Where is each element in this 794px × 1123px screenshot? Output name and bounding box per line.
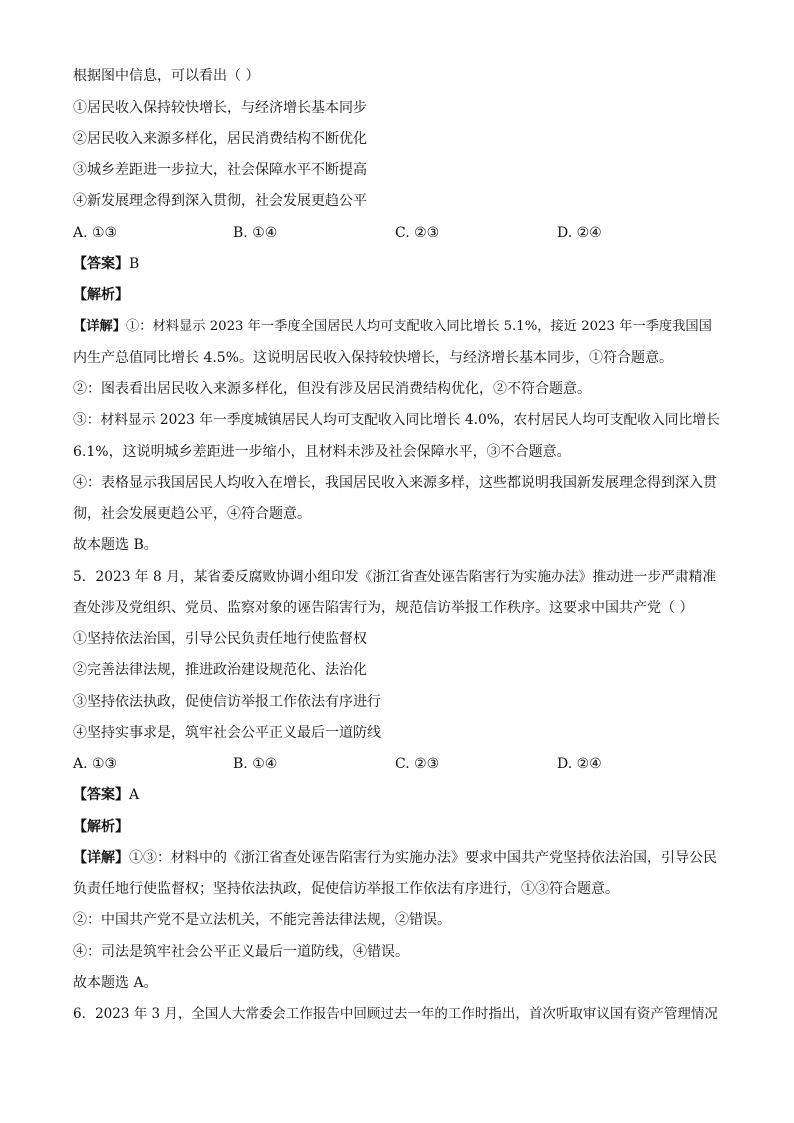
q5-analysis-line-1: 【详解】①③：材料中的《浙江省查处诬告陷害行为实施办法》要求中国共产党坚持依法治国，引导公民 <box>73 850 717 866</box>
q5-analysis-line-2: 负责任地行使监督权；坚持依法执政，促使信访举报工作依法有序进行，①③符合题意。 <box>73 881 619 897</box>
q5-stem-line-2: 查处涉及党组织、党员、监察对象的诬告陷害行为，规范信访举报工作秩序。这要求中国共产党（ ） <box>73 600 694 616</box>
answer-tag: 【答案】 <box>73 256 129 272</box>
q5-option-a: A. ①③ <box>73 756 118 772</box>
answer-tag: 【答案】 <box>73 787 129 803</box>
q4-analysis-line-5: 6.1%，这说明城乡差距进一步缩小，且材料未涉及社会保障水平，③不合题意。 <box>73 444 571 460</box>
q4-analysis-line-1: 【详解】①：材料显示 2023 年一季度全国居民人均可支配收入同比增长 5.1%，接近 2023 年一季度我国国 <box>73 319 712 334</box>
detail-tag: 【详解】 <box>73 850 129 866</box>
q5-option-b: B. ①④ <box>233 756 278 772</box>
q4-option-a: A. ①③ <box>73 225 118 241</box>
q4-analysis-line-4: ③：材料显示 2023 年一季度城镇居民人均可支配收入同比增长 4.0%，农村居民人均可支配收入同比增长 <box>73 412 720 428</box>
q4-analysis-line-7: 彻，社会发展更趋公平，④符合题意。 <box>73 506 311 522</box>
q4-option-b: B. ①④ <box>233 225 278 241</box>
q4-analysis-line-6: ④：表格显示我国居民人均收入在增长，我国居民收入来源多样，这些都说明我国新发展理念得到深入贯 <box>73 475 717 491</box>
q4-analysis-line-2: 内生产总值同比增长 4.5%。这说明居民收入保持较快增长，与经济增长基本同步，①符合题意。 <box>73 350 674 366</box>
q5-analysis-tag: 【解析】 <box>73 819 129 835</box>
q5-statement-3: ③坚持依法执政，促使信访举报工作依法有序进行 <box>73 694 381 710</box>
q5-option-c: C. ②③ <box>395 756 440 772</box>
q5-statement-1: ①坚持依法治国，引导公民负责任地行使监督权 <box>73 631 367 647</box>
answer-value: A <box>129 787 140 803</box>
q4-option-c: C. ②③ <box>395 225 440 241</box>
q4-option-d: D. ②④ <box>557 225 602 241</box>
q5-statement-4: ④坚持实事求是，筑牢社会公平正义最后一道防线 <box>73 725 381 741</box>
q5-conclusion: 故本题选 A。 <box>73 975 158 991</box>
q4-statement-2: ②居民收入来源多样化，居民消费结构不断优化 <box>73 131 367 147</box>
q4-analysis-line-3: ②：图表看出居民收入来源多样化，但没有涉及居民消费结构优化，②不符合题意。 <box>73 381 591 397</box>
answer-value: B <box>129 256 140 272</box>
q5-answer <box>73 785 723 805</box>
q5-option-d: D. ②④ <box>557 756 602 772</box>
q4-statement-1: ①居民收入保持较快增长，与经济增长基本同步 <box>73 100 367 116</box>
q5-statement-2: ②完善法律法规，推进政治建设规范化、法治化 <box>73 662 367 678</box>
q4-answer <box>73 254 723 274</box>
q4-conclusion: 故本题选 B。 <box>73 537 158 553</box>
q4-statement-3: ③城乡差距进一步拉大，社会保障水平不断提高 <box>73 162 367 178</box>
q5-analysis-line-4: ④：司法是筑牢社会公平正义最后一道防线，④错误。 <box>73 944 409 960</box>
q4-statement-4: ④新发展理念得到深入贯彻，社会发展更趋公平 <box>73 193 367 209</box>
q6-stem-line-1: 6．2023 年 3 月，全国人大常委会工作报告中回顾过去一年的工作时指出，首次听取审议国有资产管理情况 <box>73 1006 718 1022</box>
q4-stem: 根据图中信息，可以看出（ ） <box>73 68 260 84</box>
q4-analysis-tag: 【解析】 <box>73 287 129 303</box>
q5-stem-line-1: 5．2023 年 8 月，某省委反腐败协调小组印发《浙江省查处诬告陷害行为实施办法》推动进一步严肃精准 <box>73 569 717 585</box>
detail-tag: 【详解】 <box>73 319 127 334</box>
q5-analysis-line-3: ②：中国共产党不是立法机关，不能完善法律法规，②错误。 <box>73 912 451 928</box>
